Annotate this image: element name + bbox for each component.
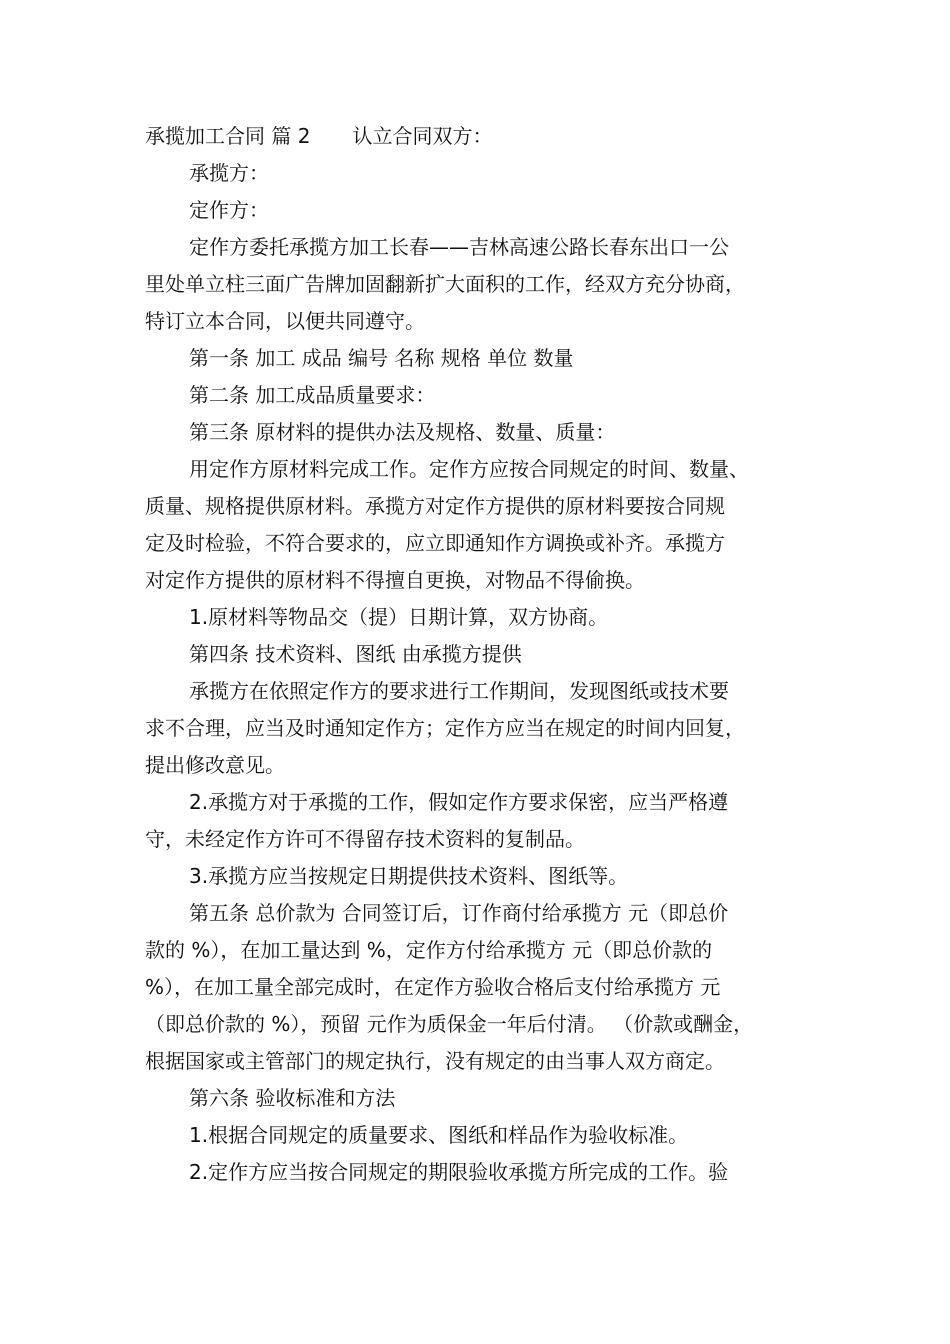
paragraph-line: 提出修改意见。 <box>145 753 285 777</box>
article-6-line: 第六条 验收标准和方法 <box>189 1086 396 1110</box>
clause-line: 2.定作方应当按合同规定的期限验收承揽方所完成的工作。验 <box>189 1160 729 1184</box>
paragraph-line: 守，未经定作方许可不得留存技术资料的复制品。 <box>145 827 585 851</box>
paragraph-line: （即总价款的 %），预留 元作为质保金一年后付清。 （价款或酬金， <box>145 1012 754 1036</box>
article-2-line: 第二条 加工成品质量要求： <box>189 383 436 407</box>
paragraph-line: 里处单立柱三面广告牌加固翻新扩大面积的工作，经双方充分协商， <box>145 272 745 296</box>
paragraph-line: 定及时检验，不符合要求的，应立即通知作方调换或补齐。承揽方 <box>145 531 725 555</box>
client-line: 定作方： <box>189 198 269 222</box>
paragraph-line: 特订立本合同，以便共同遵守。 <box>145 309 425 333</box>
paragraph-line: 对定作方提供的原材料不得擅自更换，对物品不得偷换。 <box>145 568 645 592</box>
document-body <box>145 118 825 1191</box>
contractor-line: 承揽方： <box>189 161 269 185</box>
paragraph-line: 款的 %），在加工量达到 %，定作方付给承揽方 元（即总价款的 <box>145 938 713 962</box>
paragraph-line: 用定作方原材料完成工作。定作方应按合同规定的时间、数量、 <box>189 457 749 481</box>
article-5-line: 第五条 总价款为 合同签订后，订作商付给承揽方 元（即总价 <box>189 901 729 925</box>
paragraph-line: 定作方委托承揽方加工长春——吉林高速公路长春东出口一公 <box>189 235 729 259</box>
contract-parties-label: 认立合同双方： <box>352 124 493 148</box>
clause-line: 3.承揽方应当按规定日期提供技术资料、图纸等。 <box>189 864 629 888</box>
paragraph-line: 质量、规格提供原材料。承揽方对定作方提供的原材料要按合同规 <box>145 494 725 518</box>
article-3-line: 第三条 原材料的提供办法及规格、数量、质量： <box>189 420 616 444</box>
contract-title: 承揽加工合同 篇 2 <box>145 124 311 148</box>
article-1-line: 第一条 加工 成品 编号 名称 规格 单位 数量 <box>189 346 574 370</box>
paragraph-line: %），在加工量全部完成时，在定作方验收合格后支付给承揽方 元 <box>145 975 721 999</box>
paragraph-line: 承揽方在依照定作方的要求进行工作期间，发现图纸或技术要 <box>189 679 729 703</box>
article-4-line: 第四条 技术资料、图纸 由承揽方提供 <box>189 642 522 666</box>
clause-line: 2.承揽方对于承揽的工作，假如定作方要求保密，应当严格遵 <box>189 790 729 814</box>
paragraph-line: 根据国家或主管部门的规定执行，没有规定的由当事人双方商定。 <box>145 1049 725 1073</box>
clause-line: 1.原材料等物品交（提）日期计算，双方协商。 <box>189 605 609 629</box>
document-heading <box>145 118 825 155</box>
clause-line: 1.根据合同规定的质量要求、图纸和样品作为验收标准。 <box>189 1123 689 1147</box>
paragraph-line: 求不合理，应当及时通知定作方；定作方应当在规定的时间内回复， <box>145 716 745 740</box>
